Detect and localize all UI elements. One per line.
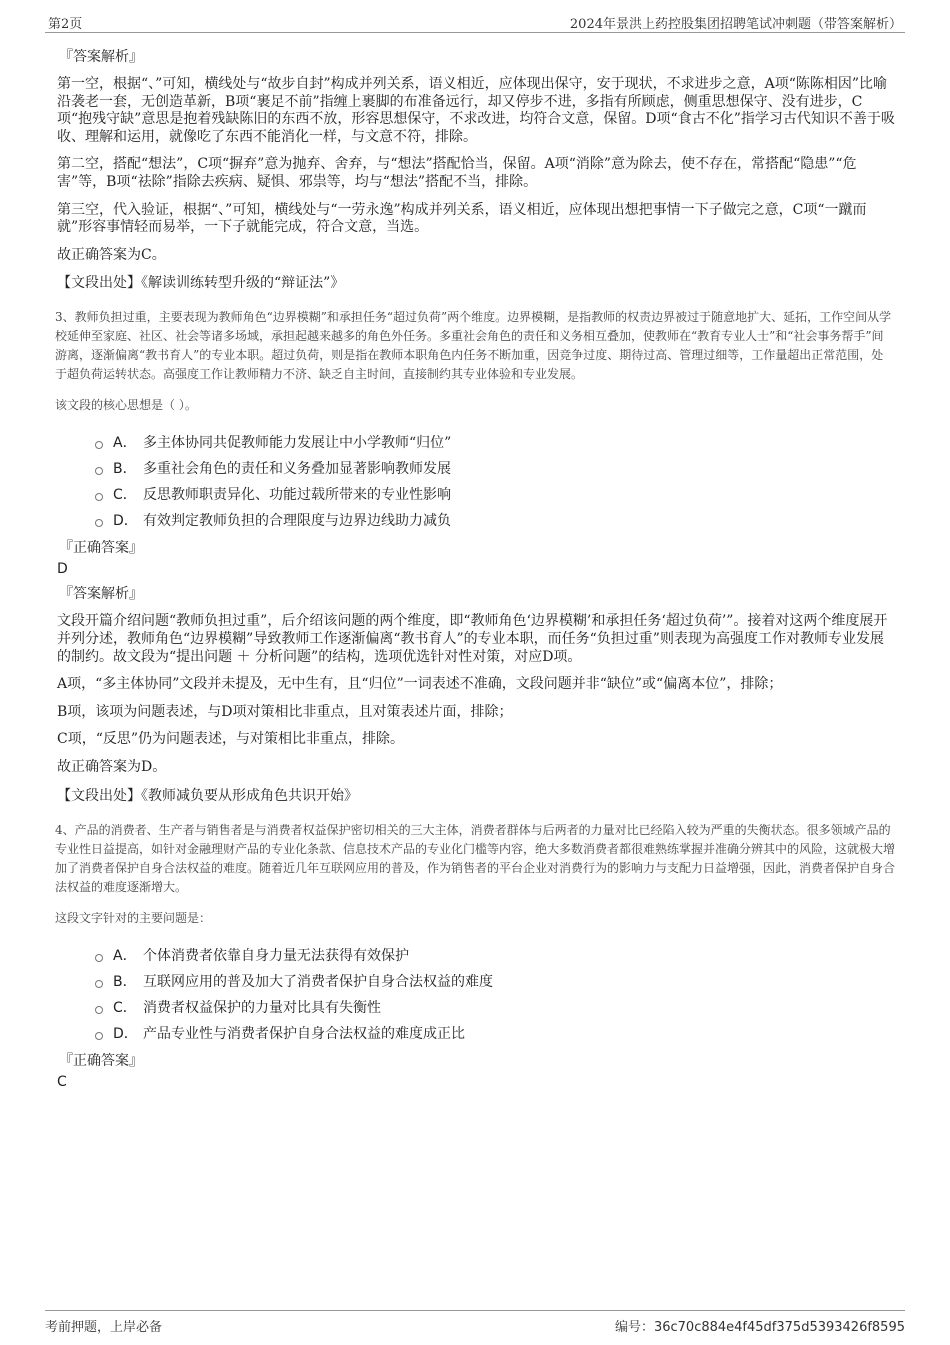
option-letter: D． xyxy=(113,1025,138,1042)
correct-answer: D xyxy=(57,561,68,578)
analysis-paragraph: 第一空，根据“、”可知，横线处与“故步自封”构成并列关系，语义相近，应体现出保守，安于现状，不求进步之意，A项“陈陈相因”比喻沿袭老一套，无创造革新，B项“裹足不前”指缠上裹脚的布准备远行，却又停步不进，多指有所顾虑，侧重思想保守、没有进步，C项“抱残守缺”意思是抱着残缺陈旧的东西不放，形容思想保守，不求改进，均符合文意，保留。D项“食古不化”指学习古代知识不善于吸收、理解和运用，就像吃了东西不能消化一样，与文意不符，排除。 xyxy=(57,76,895,145)
page-number: 第2页 xyxy=(48,17,83,32)
option-c[interactable] xyxy=(95,481,895,507)
option-c[interactable] xyxy=(95,994,895,1020)
analysis-paragraph: 第三空，代入验证，根据“、”可知，横线处与“一劳永逸”构成并列关系，语义相近，应体现出想把事情一下子做完之意，C项“一蹴而就”形容事情轻而易举，一下子就能完成，符合文意，当选。 xyxy=(57,201,867,236)
radio-button[interactable] xyxy=(95,1006,103,1014)
option-d[interactable] xyxy=(95,507,895,533)
analysis-label: 『答案解析』 xyxy=(59,586,143,603)
radio-button[interactable] xyxy=(95,519,103,527)
radio-button[interactable] xyxy=(95,954,103,962)
analysis-paragraph: A项，“多主体协同”文段并未提及，无中生有，且“归位”一词表述不准确，文段问题并非“缺位”或“偏离本位”，排除； xyxy=(57,676,783,693)
option-text: 个体消费者依靠自身力量无法获得有效保护 xyxy=(143,947,409,964)
analysis-conclusion: 故正确答案为D。 xyxy=(57,758,167,775)
option-text: 多重社会角色的责任和义务叠加显著影响教师发展 xyxy=(143,461,451,478)
page-header xyxy=(45,10,905,33)
code-label: 编号： xyxy=(614,1320,654,1335)
analysis-label: 『答案解析』 xyxy=(59,49,143,65)
option-letter: A． xyxy=(113,435,137,452)
correct-answer-label: 『正确答案』 xyxy=(59,540,143,557)
page-footer xyxy=(45,1310,905,1335)
radio-button[interactable] xyxy=(95,441,103,449)
option-b[interactable] xyxy=(95,455,895,481)
radio-button[interactable] xyxy=(95,1032,103,1040)
source-citation: 【文段出处】《教师减负要从形成角色共识开始》 xyxy=(57,787,358,804)
option-a[interactable] xyxy=(95,942,895,968)
analysis-paragraph: 第二空，搭配“想法”，C项“摒弃”意为抛弃、舍弃，与“想法”搭配恰当，保留。A项“消除”意为除去，使不存在，常搭配“隐患”“危害”等，B项“祛除”指除去疾病、疑惧、邪祟等，均与“想法”搭配不当，排除。 xyxy=(57,156,857,190)
question-3-options xyxy=(95,429,895,533)
analysis-conclusion: 故正确答案为C。 xyxy=(57,246,166,263)
option-letter: C． xyxy=(113,999,137,1016)
correct-answer: C xyxy=(57,1073,67,1090)
option-letter: D． xyxy=(113,513,138,530)
option-text: 互联网应用的普及加大了消费者保护自身合法权益的难度 xyxy=(143,973,493,990)
option-a[interactable] xyxy=(95,429,895,455)
correct-answer-label: 『正确答案』 xyxy=(59,1052,143,1069)
question-3-prompt: 该文段的核心思想是（ ）。 xyxy=(55,398,197,413)
option-letter: A． xyxy=(113,947,137,964)
option-text: 多主体协同共促教师能力发展让中小学教师“归位” xyxy=(143,435,452,452)
document-code xyxy=(615,1316,905,1335)
question-3-text: 3、教师负担过重，主要表现为教师角色“边界模糊”和承担任务“超过负荷”两个维度。边界模糊，是指教师的权责边界被过于随意地扩大、延拓，工作空间从学校延伸至家庭、社区、社会等诸多场域，承担起越来越多的角色外任务。多重社会角色的责任和义务相互叠加，使教师在“教育专业人士”和“社会事务帮手”间游离，逐渐偏离“教书育人”的专业本职。超过负荷，则是指在教师本职角色内任务不断加重，因竞争过度、期待过高、管理过细等，工作量超出正常范围，处于超负荷运转状态。高强度工作让教师精力不济、缺乏自主时间，直接制约其专业体验和专业发展。 xyxy=(55,310,892,382)
question-4-options xyxy=(95,942,895,1046)
analysis-paragraph: B项，该项为问题表述，与D项对策相比非重点，且对策表述片面，排除； xyxy=(57,703,513,720)
analysis-paragraph: 文段开篇介绍问题“教师负担过重”，后介绍该问题的两个维度，即“教师角色‘边界模糊’和承担任务‘超过负荷’”。接着对这两个维度展开并列分述，教师角色“边界模糊”导致教师工作逐渐偏离“教书育人”的专业本职，而任务“负担过重”则表现为高强度工作对教师专业发展的制约。故文段为“提出问题 ＋ 分析问题”的结构，选项优选针对性对策，对应D项。 xyxy=(57,613,888,665)
code-value: 36c70c884e4f45df375d5393426f8595 xyxy=(653,1320,905,1335)
option-d[interactable] xyxy=(95,1020,895,1046)
document-title: 2024年景洪上药控股集团招聘笔试冲刺题（带答案解析） xyxy=(569,17,902,32)
option-text: 消费者权益保护的力量对比具有失衡性 xyxy=(143,999,381,1016)
question-4-prompt: 这段文字针对的主要问题是： xyxy=(55,910,212,925)
option-b[interactable] xyxy=(95,968,895,994)
option-text: 反思教师职责异化、功能过载所带来的专业性影响 xyxy=(143,487,451,504)
option-text: 有效判定教师负担的合理限度与边界边线助力减负 xyxy=(143,513,451,530)
option-letter: B． xyxy=(113,973,137,990)
source-citation: 【文段出处】《解读训练转型升级的“辩证法”》 xyxy=(57,275,345,292)
option-text: 产品专业性与消费者保护自身合法权益的难度成正比 xyxy=(143,1025,465,1042)
footer-slogan: 考前押题，上岸必备 xyxy=(45,1320,163,1335)
option-letter: C． xyxy=(113,487,137,504)
radio-button[interactable] xyxy=(95,980,103,988)
radio-button[interactable] xyxy=(95,467,103,475)
page-content xyxy=(55,42,895,1098)
radio-button[interactable] xyxy=(95,493,103,501)
question-4-text: 4、产品的消费者、生产者与销售者是与消费者权益保护密切相关的三大主体，消费者群体与后两者的力量对比已经陷入较为严重的失衡状态。很多领域产品的专业性日益提高，如针对金融理财产品的专业化条款、信息技术产品的专业化门槛等内容，绝大多数消费者都很难熟练掌握并准确分辨其中的风险，这就极大增加了消费者保护自身合法权益的难度。随着近几年互联网应用的普及，作为销售者的平台企业对消费行为的影响力与支配力日益增强，因此，消费者保护自身合法权益的难度逐渐增大。 xyxy=(55,822,896,894)
analysis-paragraph: C项，“反思”仍为问题表述，与对策相比非重点，排除。 xyxy=(57,731,405,748)
option-letter: B． xyxy=(113,461,137,478)
